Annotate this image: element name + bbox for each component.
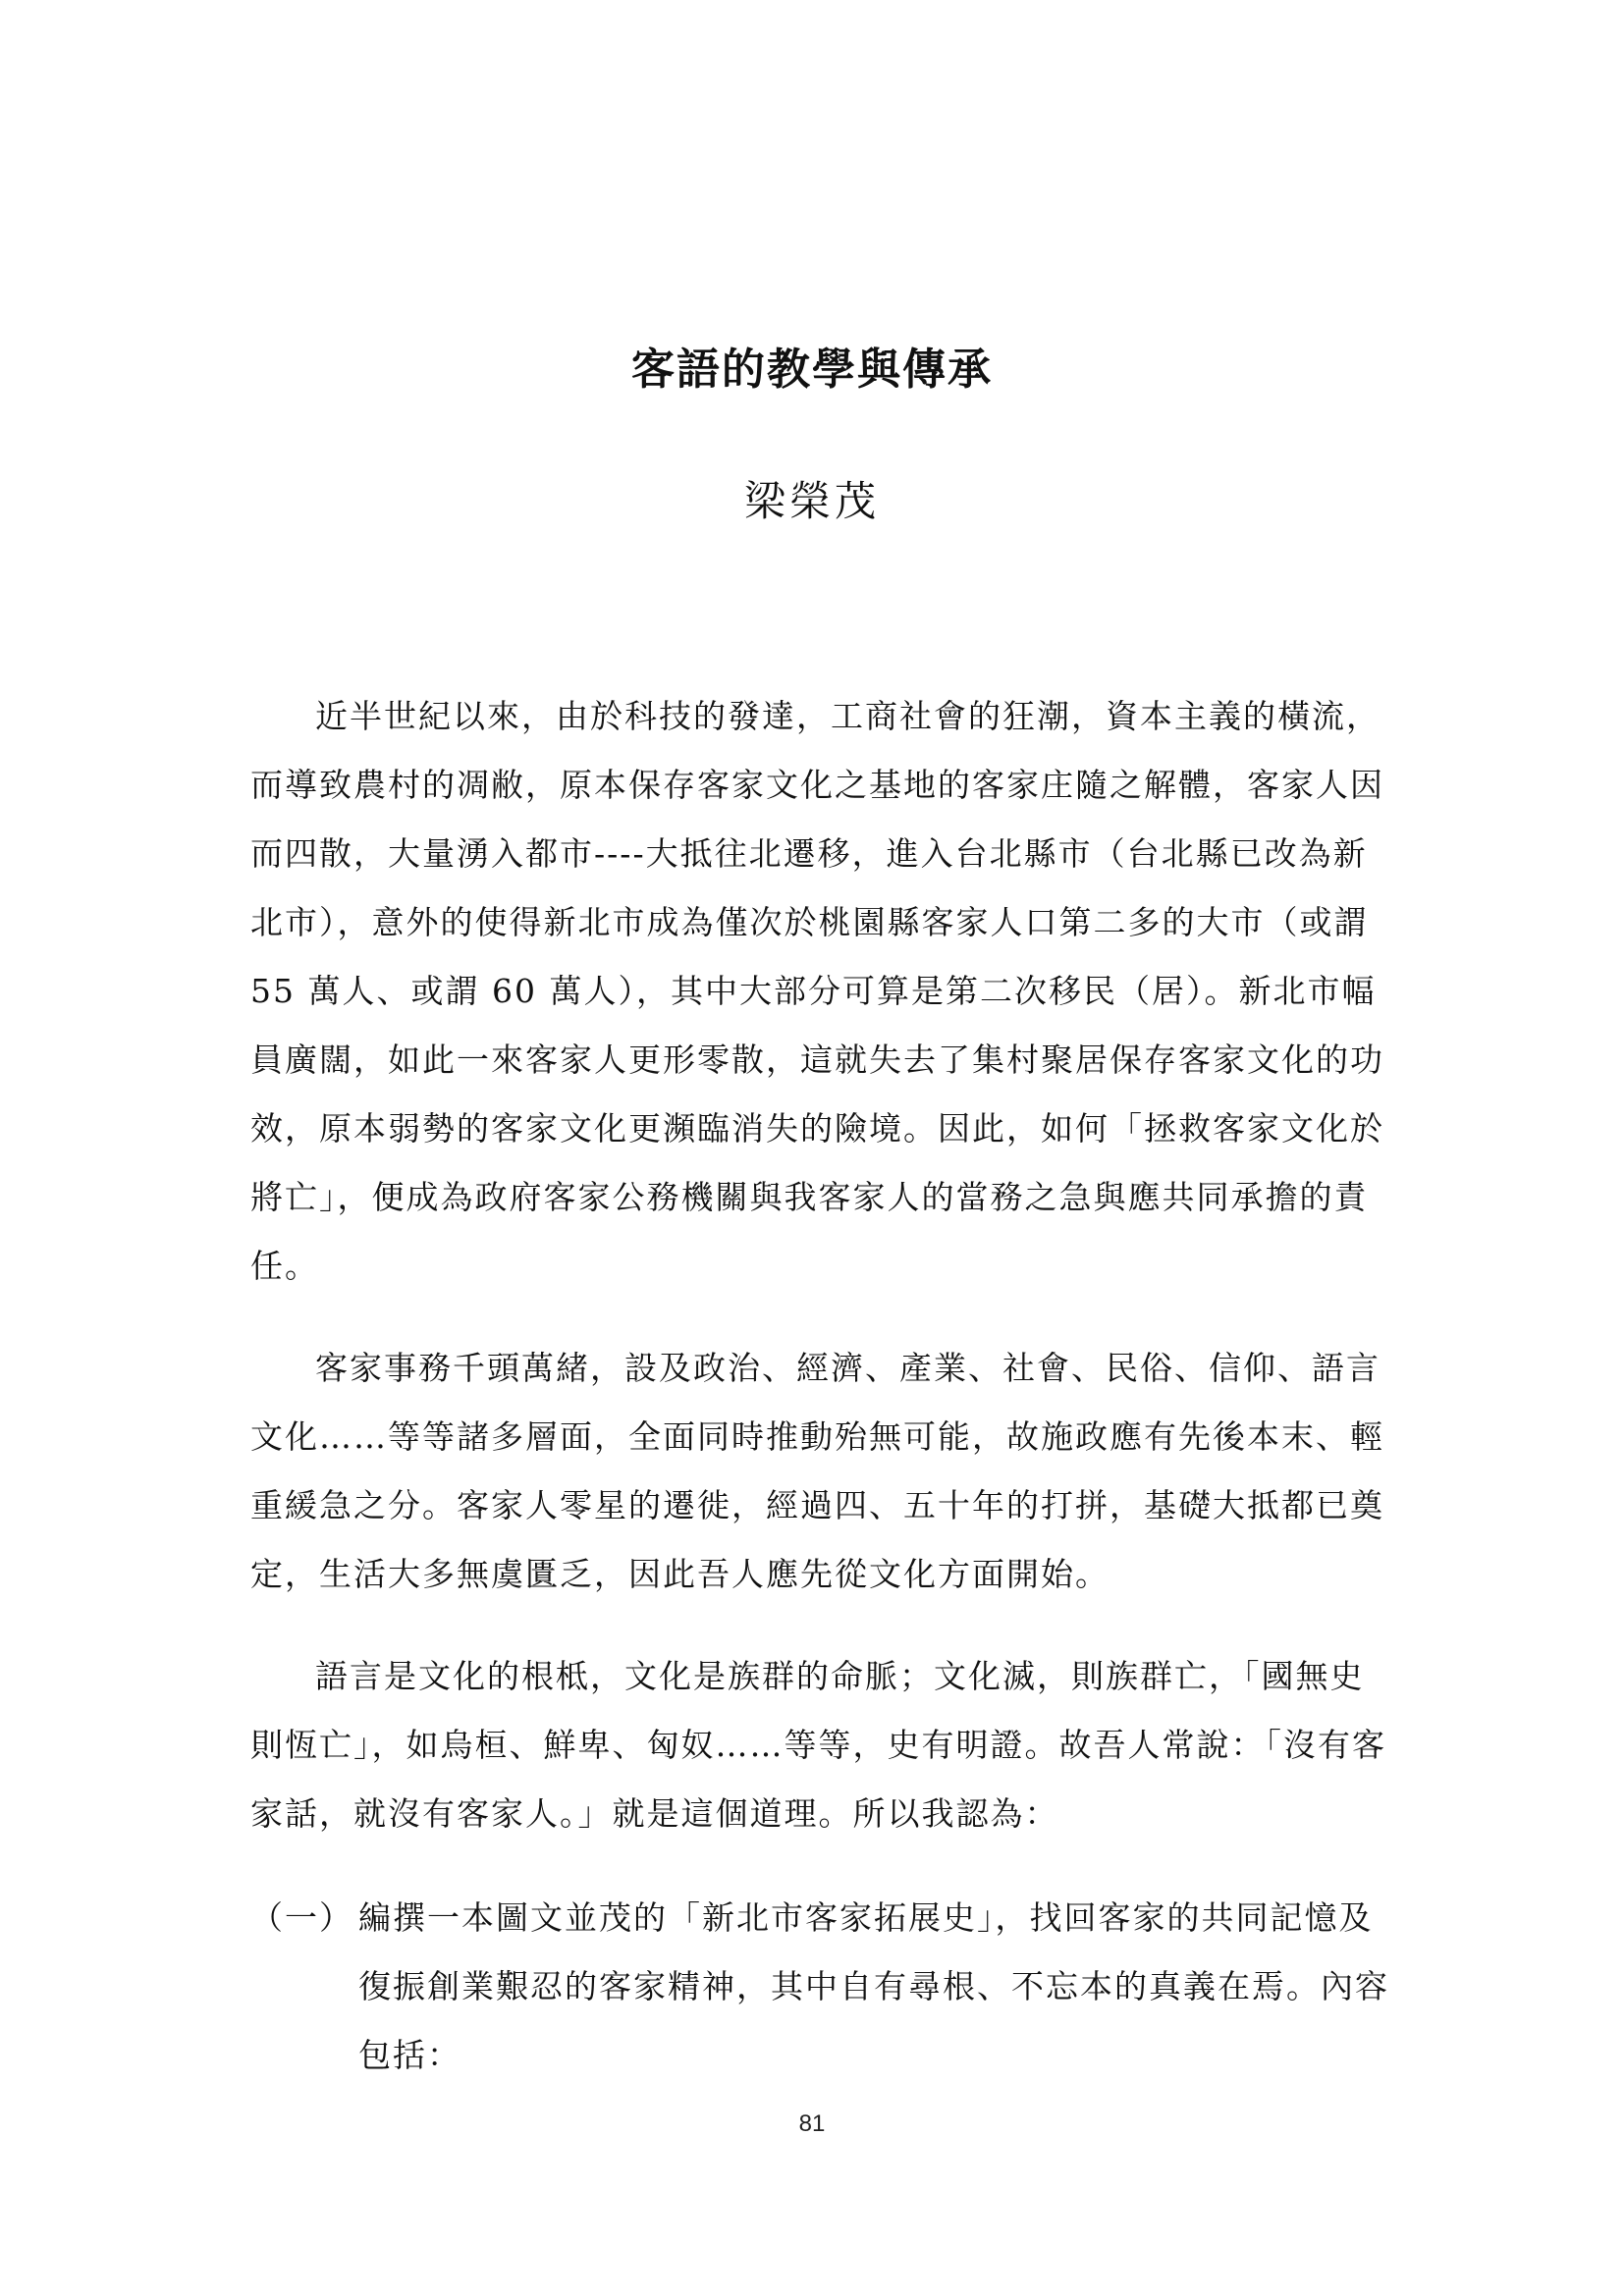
paragraph: 近半世紀以來，由於科技的發達，工商社會的狂潮，資本主義的橫流，而導致農村的凋敝，原本保存客家文化之基地的客家庄隨之解體，客家人因而四散，大量湧入都市----大抵往北遷移，進入台北縣市（台北縣已改為新北市），意外的使得新北市成為僅次於桃園縣客家人口第二多的大市（或謂 55 萬人、或謂 60 萬人），其中大部分可算是第二次移民（居）。新北市幅員廣闊，如此一來客家人更形零散，這就失去了集村聚居保存客家文化的功效，原本弱勢的客家文化更瀕臨消失的險境。因此，如何「拯救客家文化於將亡」，便成為政府客家公務機關與我客家人的當務之急與應共同承擔的責任。 [250, 697, 1384, 1285]
page-number: 81 [798, 2110, 826, 2137]
paragraph: 語言是文化的根柢，文化是族群的命脈；文化滅，則族群亡，「國無史則恆亡」，如烏桓、鮮卑、匈奴……等等，史有明證。故吾人常說：「沒有客家話，就沒有客家人。」就是這個道理。所以我認為： [250, 1657, 1386, 1833]
list-item [250, 1884, 1389, 2090]
page-title: 客語的教學與傳承 [631, 345, 993, 395]
paragraph: 客家事務千頭萬緒，設及政治、經濟、產業、社會、民俗、信仰、語言文化……等等諸多層面，全面同時推動殆無可能，故施政應有先後本末、輕重緩急之分。客家人零星的遷徙，經過四、五十年的打拼，基礎大抵都已奠定，生活大多無虞匱乏，因此吾人應先從文化方面開始。 [250, 1349, 1384, 1593]
list-item-text: 編撰一本圖文並茂的「新北市客家拓展史」，找回客家的共同記憶及復振創業艱忍的客家精神，其中自有尋根、不忘本的真義在焉。內容包括： [358, 1898, 1389, 2074]
body-text [250, 682, 1389, 2090]
author-name: 梁榮茂 [743, 477, 880, 525]
list-marker: （一） [250, 1898, 353, 1937]
